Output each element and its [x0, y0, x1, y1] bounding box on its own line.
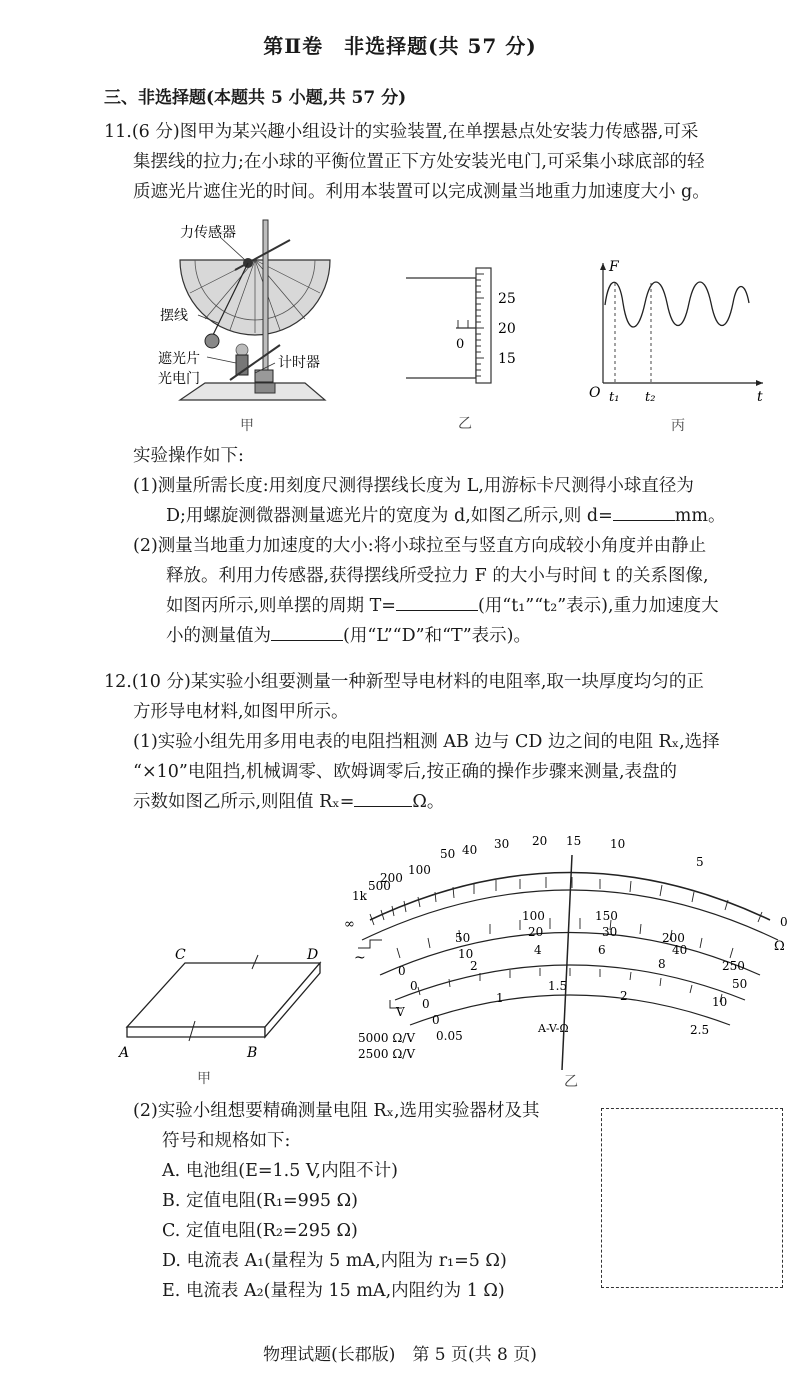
ohm-500: 500 [368, 879, 391, 893]
q12-part1-line1: (1)实验小组先用多用电表的电阻挡粗测 AB 边与 CD 边之间的电阻 Rₓ,选择 [133, 732, 720, 752]
answer-blank-t[interactable] [396, 592, 478, 611]
ohm-15: 15 [566, 834, 582, 848]
label-gate: 光电门 [158, 371, 200, 387]
q11-part2-line3b: (用“t₁”“t₂”表示),重力加速度大 [477, 596, 719, 616]
q11-figure-jia [150, 215, 350, 440]
axis-f: F [609, 259, 619, 275]
circuit-answer-box[interactable] [601, 1108, 783, 1288]
label-string: 摆线 [160, 308, 188, 324]
q11-figure-bing [585, 255, 770, 440]
q12-part2-line1: (2)实验小组想要精确测量电阻 Rₓ,选用实验器材及其 [133, 1101, 540, 1121]
omega-mark: Ω [774, 939, 785, 954]
small-005: 0.05 [436, 1029, 463, 1043]
caption-q12-yi: 乙 [564, 1074, 578, 1090]
ohm-50: 50 [440, 847, 456, 861]
answer-blank-g[interactable] [271, 622, 343, 641]
corner-b: B [247, 1045, 258, 1061]
q11-stem [104, 117, 794, 207]
meter-model: A-V-Ω [538, 1022, 569, 1035]
meter-needle [562, 855, 572, 1070]
q12-figure-yi [340, 830, 790, 1092]
q11-line1: 图甲为某兴趣小组设计的实验装置,在单摆悬点处安装力传感器,可采 [179, 122, 699, 142]
dc-mid-40: 40 [672, 943, 688, 957]
q11-part2-line3a: 如图丙所示,则单摆的周期 T= [166, 596, 396, 616]
plate-front [127, 1027, 265, 1037]
answer-blank-rx[interactable] [354, 788, 412, 807]
ac-6: 6 [598, 943, 606, 957]
label-sensor: 力传感器 [180, 225, 236, 241]
q11-part1-line2a: D;用螺旋测微器测量遮光片的宽度为 d,如图乙所示,则 d= [166, 506, 613, 526]
spec-5000: 5000 Ω/V [358, 1031, 416, 1045]
base-plate [180, 383, 325, 400]
q11-number: 11. [104, 122, 132, 142]
q12-part2 [133, 1096, 603, 1306]
section-heading: 三、非选择题(本题共 5 小题,共 57 分) [104, 88, 407, 108]
ohm-0: 0 [780, 915, 788, 929]
dc-mid-10: 10 [458, 947, 474, 961]
equipment-item-b: B. 定值电阻(R₁=995 Ω) [162, 1191, 358, 1211]
plate-top [127, 963, 320, 1027]
q12-line2: 方形导电材料,如图甲所示。 [133, 702, 349, 722]
ac-4: 4 [534, 943, 542, 957]
q11-line3: 质遮光片遮住光的时间。利用本装置可以完成测量当地重力加速度大小 g。 [133, 182, 710, 202]
force-curve [605, 282, 749, 327]
q12-line1: 某实验小组要测量一种新型导电材料的电阻率,取一块厚度均匀的正 [190, 672, 704, 692]
equipment-item-a: A. 电池组(E=1.5 V,内阻不计) [162, 1161, 398, 1181]
label-shade: 遮光片 [158, 351, 200, 367]
corner-c: C [175, 947, 186, 963]
small-15: 1.5 [548, 979, 568, 993]
q11-line2: 集摆线的拉力;在小球的平衡位置正下方处安装光电门,可采集小球底部的轻 [133, 152, 705, 172]
q11-part2-line2: 释放。利用力传感器,获得摆线所受拉力 F 的大小与时间 t 的关系图像, [166, 566, 709, 586]
q11-points: (6 分) [131, 122, 180, 142]
small-2: 2 [620, 989, 628, 1003]
label-t1: t₁ [609, 390, 620, 405]
micrometer-zero: 0 [456, 337, 465, 352]
q11-body [104, 441, 794, 651]
dc-top-200: 200 [662, 931, 685, 945]
q11-part1-line1: (1)测量所需长度:用刻度尺测得摆线长度为 L,用游标卡尺测得小球直径为 [133, 476, 694, 496]
q11-part2-line4b: (用“L”“D”和“T”表示)。 [343, 626, 531, 646]
caption-q12-jia: 甲 [197, 1071, 211, 1087]
stand-pole [263, 220, 268, 385]
pendulum-ball [205, 334, 219, 348]
corner-a: A [119, 1045, 130, 1061]
equilibrium-ball [236, 344, 248, 356]
ohm-1k: 1k [352, 889, 367, 903]
micrometer-tick-25: 25 [498, 291, 516, 307]
ohm-inf: ∞ [344, 917, 355, 932]
dc-mid-30: 30 [602, 925, 618, 939]
dc-mid-20: 20 [528, 925, 544, 939]
ohm-5: 5 [696, 855, 704, 869]
ohm-100: 100 [408, 863, 431, 877]
thimble [476, 268, 491, 383]
equipment-item-e: E. 电流表 A₂(量程为 15 mA,内阻约为 1 Ω) [162, 1281, 505, 1301]
small-1: 1 [496, 991, 504, 1005]
answer-blank-d[interactable] [613, 502, 675, 521]
ac-2: 2 [470, 959, 478, 973]
small-25: 2.5 [690, 1023, 710, 1037]
q11-part2-line4a: 小的测量值为 [166, 626, 271, 646]
small-0: 0 [432, 1013, 440, 1027]
q12-part1-line3a: 示数如图乙所示,则阻值 Rₓ= [133, 792, 355, 812]
q11-figure-yi [398, 260, 548, 440]
dc-top-150: 150 [595, 909, 618, 923]
corner-d: D [307, 947, 319, 963]
dc-top-100: 100 [522, 909, 545, 923]
ohm-40: 40 [462, 843, 478, 857]
q12-part1-line2: “×10”电阻挡,机械调零、欧姆调零后,按正确的操作步骤来测量,表盘的 [133, 762, 678, 782]
label-timer: 计时器 [278, 355, 320, 371]
micrometer-tick-15: 15 [498, 351, 516, 367]
ac-mark: ~ [354, 950, 366, 966]
ac-8: 8 [658, 957, 666, 971]
label-t2: t₂ [645, 390, 656, 405]
q12-number: 12. [104, 672, 132, 692]
caption-jia: 甲 [240, 418, 254, 434]
dc-top-50: 50 [455, 931, 471, 945]
q11-part1-line2b: mm。 [674, 506, 726, 526]
caption-yi: 乙 [458, 416, 472, 432]
spec-2500: 2500 Ω/V [358, 1047, 416, 1061]
equipment-item-d: D. 电流表 A₁(量程为 5 mA,内阻为 r₁=5 Ω) [162, 1251, 507, 1271]
page-footer: 物理试题(长郡版) 第 5 页(共 8 页) [263, 1345, 537, 1365]
ohm-20: 20 [532, 834, 548, 848]
dc-mid-0: 0 [398, 964, 406, 978]
q12-figure-jia [115, 945, 335, 1090]
dc-mid-50: 50 [732, 977, 748, 991]
q11-ops-heading: 实验操作如下: [133, 446, 244, 466]
ohm-30: 30 [494, 837, 510, 851]
origin-o: O [589, 385, 601, 401]
dc-top-0: 0 [410, 979, 418, 993]
q11-part2-line1: (2)测量当地重力加速度的大小:将小球拉至与竖直方向成较小角度并由静止 [133, 536, 707, 556]
axis-t: t [757, 389, 763, 405]
page-title: 第Ⅱ卷 非选择题(共 57 分) [263, 34, 537, 58]
q12-part2-line2: 符号和规格如下: [162, 1131, 291, 1151]
ohm-200: 200 [380, 871, 403, 885]
ohm-10: 10 [610, 837, 626, 851]
q12-points: (10 分) [131, 672, 191, 692]
q12-stem [104, 667, 794, 817]
v-mark: V [396, 1005, 405, 1019]
ac-10: 10 [712, 995, 728, 1009]
equipment-item-c: C. 定值电阻(R₂=295 Ω) [162, 1221, 358, 1241]
ac-0: 0 [422, 997, 430, 1011]
caption-bing: 丙 [671, 418, 685, 434]
micrometer-tick-20: 20 [498, 321, 516, 337]
dc-top-250: 250 [722, 959, 745, 973]
q12-part1-line3b: Ω。 [412, 792, 445, 812]
